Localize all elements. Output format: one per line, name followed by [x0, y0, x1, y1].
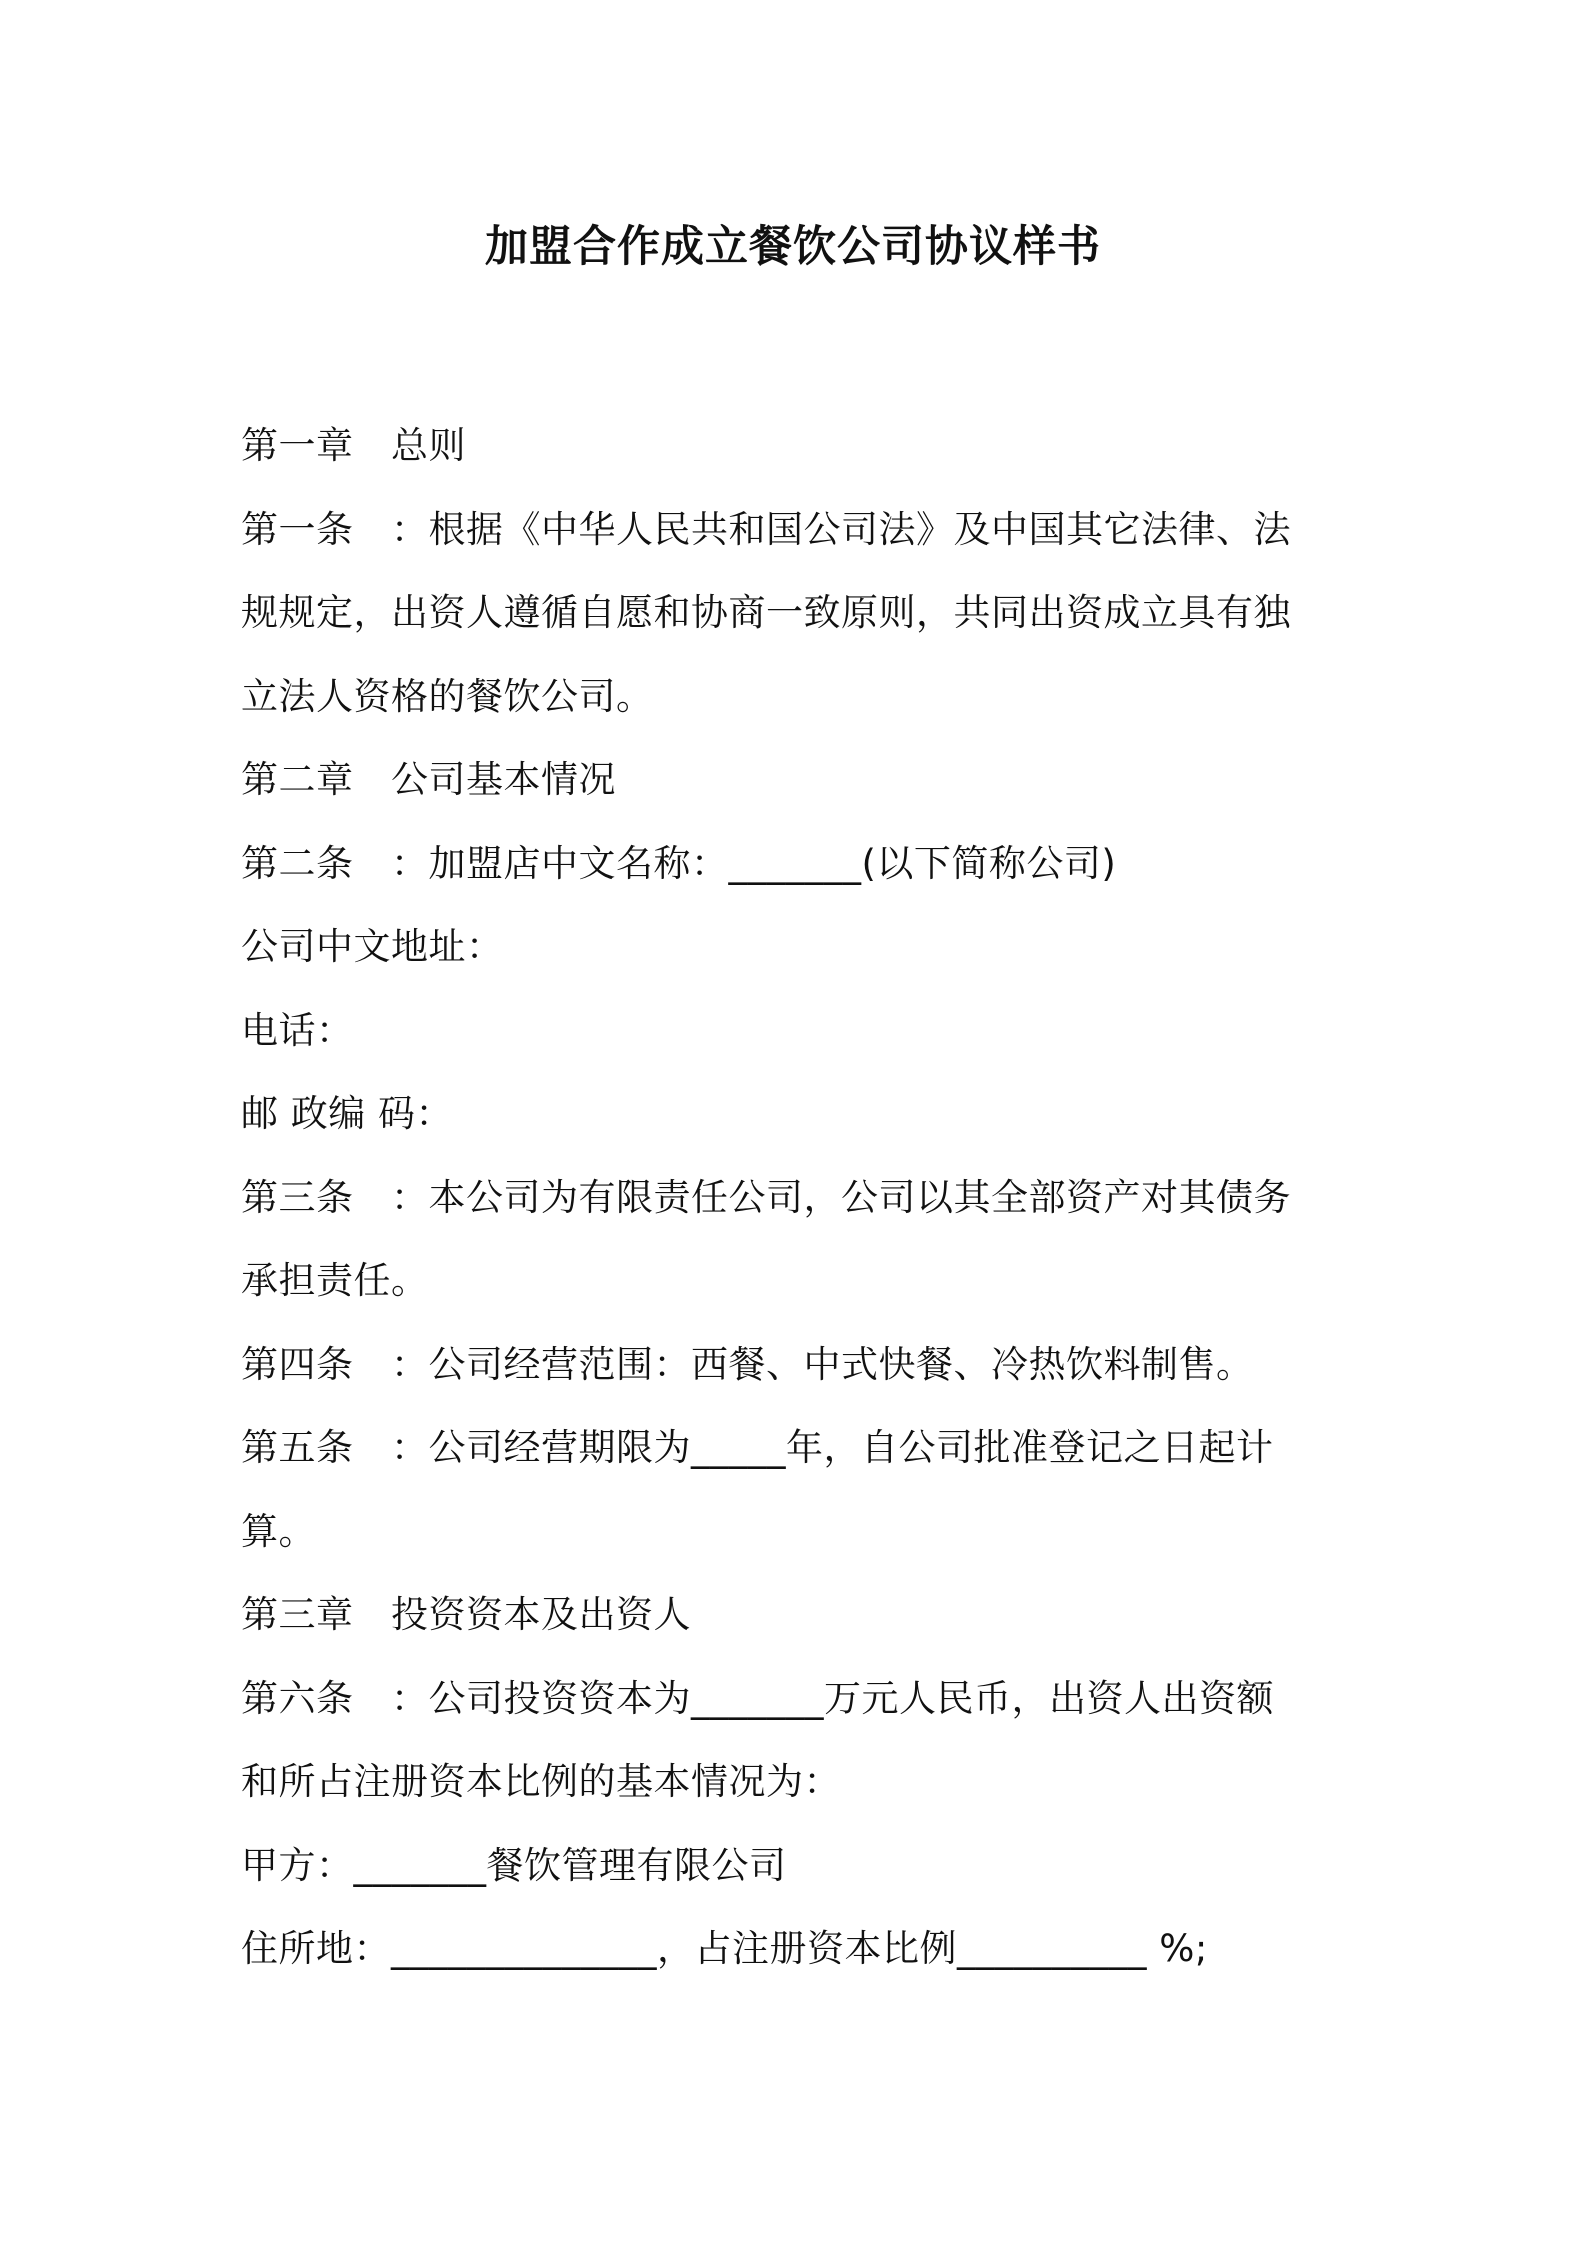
- article-3-line-1: 第三条 ：本公司为有限责任公司，公司以其全部资产对其债务: [241, 1175, 1291, 1219]
- postal-code-line: 邮 政编 码：: [241, 1092, 454, 1135]
- article-5-line-1: 第五条 ：公司经营期限为_____年，自公司批准登记之日起计: [241, 1426, 1274, 1469]
- article-2-line: 第二条 ：加盟店中文名称：_______(以下简称公司): [241, 841, 1117, 885]
- chapter-3-heading: 第三章 投资资本及出资人: [241, 1593, 691, 1636]
- company-address-line: 公司中文地址：: [241, 925, 504, 968]
- phone-line: 电话：: [241, 1008, 354, 1052]
- article-4-line: 第四条 ：公司经营范围：西餐、中式快餐、冷热饮料制售。: [241, 1342, 1254, 1386]
- article-1-line-3: 立法人资格的餐饮公司。: [241, 674, 654, 718]
- document-title: 加盟合作成立餐饮公司协议样书: [485, 222, 1101, 272]
- document-body: [241, 404, 1356, 1991]
- chapter-1-heading: 第一章 总则: [241, 424, 466, 467]
- article-6-line-2: 和所占注册资本比例的基本情况为：: [241, 1760, 841, 1803]
- article-3-line-2: 承担责任。: [241, 1259, 429, 1302]
- article-5-line-2: 算。: [241, 1509, 316, 1553]
- article-1-line-2: 规规定，出资人遵循自愿和协商一致原则，共同出资成立具有独: [241, 591, 1291, 634]
- residence-line: 住所地：______________，占注册资本比例__________ %;: [241, 1927, 1208, 1970]
- chapter-2-heading: 第二章 公司基本情况: [241, 758, 616, 801]
- article-6-line-1: 第六条 ：公司投资资本为_______万元人民币，出资人出资额: [241, 1676, 1274, 1720]
- party-a-line: 甲方：_______餐饮管理有限公司: [241, 1843, 787, 1887]
- article-1-line-1: 第一条 ：根据《中华人民共和国公司法》及中国其它法律、法: [241, 507, 1291, 551]
